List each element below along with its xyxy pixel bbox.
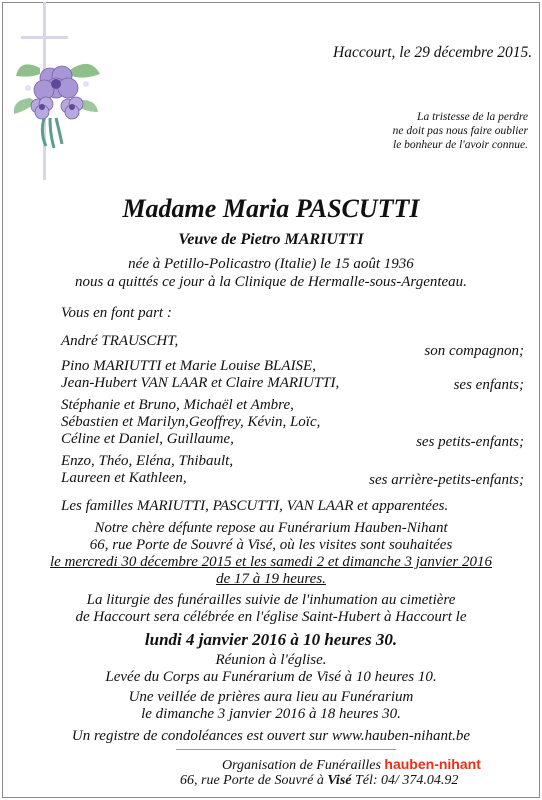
dateline: Haccourt, le 29 décembre 2015. (333, 44, 533, 61)
deceased-name: Madame Maria PASCUTTI (122, 194, 420, 223)
great-grandchildren-role: ses arrière-petits-enfants; (369, 472, 524, 488)
companion-role: son compagnon; (424, 343, 524, 359)
great-grandchildren-line: Enzo, Théo, Eléna, Thibault, (61, 453, 234, 469)
visitation-hours: de 17 à 19 heures. (216, 571, 326, 587)
grandchildren-role: ses petits-enfants; (416, 434, 524, 450)
footer-org-text: Organisation de Funérailles (222, 758, 381, 773)
condolences-line: Un registre de condoléances est ouvert sur www.hauben-nihant.be (71, 728, 471, 744)
visitation-line: 66, rue Porte de Souvré à Visé, où les visites sont souhaitées (89, 537, 453, 553)
great-grandchildren-line: Laureen et Kathleen, (61, 470, 187, 486)
visitation-dates: le mercredi 30 décembre 2015 et les samedi 2 et dimanche 3 janvier 2016 (50, 554, 492, 570)
children-line: Pino MARIUTTI et Marie Louise BLAISE, (61, 358, 316, 374)
birth-line: née à Petillo-Policastro (Italie) le 15 août 1936 (128, 256, 414, 272)
levee-line: Levée du Corps au Funérarium de Visé à 10 heures 10. (105, 669, 437, 685)
vigil-line: le dimanche 3 janvier 2016 à 18 heures 30. (141, 706, 401, 722)
widow-of: Veuve de Pietro MARIUTTI (178, 231, 364, 248)
footer-org (222, 756, 481, 774)
companion-name: André TRAUSCHT, (61, 333, 179, 349)
memorial-quote (393, 110, 528, 152)
footer-phone: Tél: 04/ 374.04.92 (354, 773, 459, 788)
grandchildren-line: Céline et Daniel, Guillaume, (61, 431, 234, 447)
grandchildren-line: Sébastien et Marilyn,Geoffrey, Kévin, Loïc, (61, 414, 321, 430)
footer-address (180, 773, 458, 789)
children-role: ses enfants; (453, 377, 524, 393)
grandchildren-line: Stéphanie et Bruno, Michaël et Ambre, (61, 397, 294, 413)
meeting-line: Réunion à l'église. (215, 652, 327, 668)
visitation-line: Notre chère défunte repose au Funérarium Hauben-Nihant (94, 520, 448, 536)
liturgy-line: La liturgie des funérailles suivie de l'inhumation au cimetière (86, 592, 456, 608)
flower-bouquet-icon (10, 48, 106, 148)
service-date: lundi 4 janvier 2016 à 10 heures 30. (144, 630, 398, 649)
footer-address-text: 66, rue Porte de Souvré à (180, 773, 324, 788)
brand-logo: hauben-nihant (384, 756, 481, 772)
footer-town: Visé (327, 773, 352, 788)
footer-divider (176, 749, 396, 750)
intro-text: Vous en font part : (61, 305, 172, 321)
quote-line: ne doit pas nous faire oublier (392, 125, 528, 137)
families-line: Les familles MARIUTTI, PASCUTTI, VAN LAAR et apparentées. (61, 498, 449, 514)
vigil-line: Une veillée de prières aura lieu au Funérarium (128, 689, 414, 705)
quote-line: La tristesse de la perdre (417, 111, 528, 123)
death-line: nous a quittés ce jour à la Clinique de Hermalle-sous-Argenteau. (75, 274, 467, 290)
liturgy-line: de Haccourt sera célébrée en l'église Saint-Hubert à Haccourt le (75, 609, 467, 625)
cross-horizontal (21, 36, 68, 39)
quote-line: le bonheur de l'avoir connue. (393, 139, 528, 151)
children-line: Jean-Hubert VAN LAAR et Claire MARIUTTI, (61, 375, 340, 391)
